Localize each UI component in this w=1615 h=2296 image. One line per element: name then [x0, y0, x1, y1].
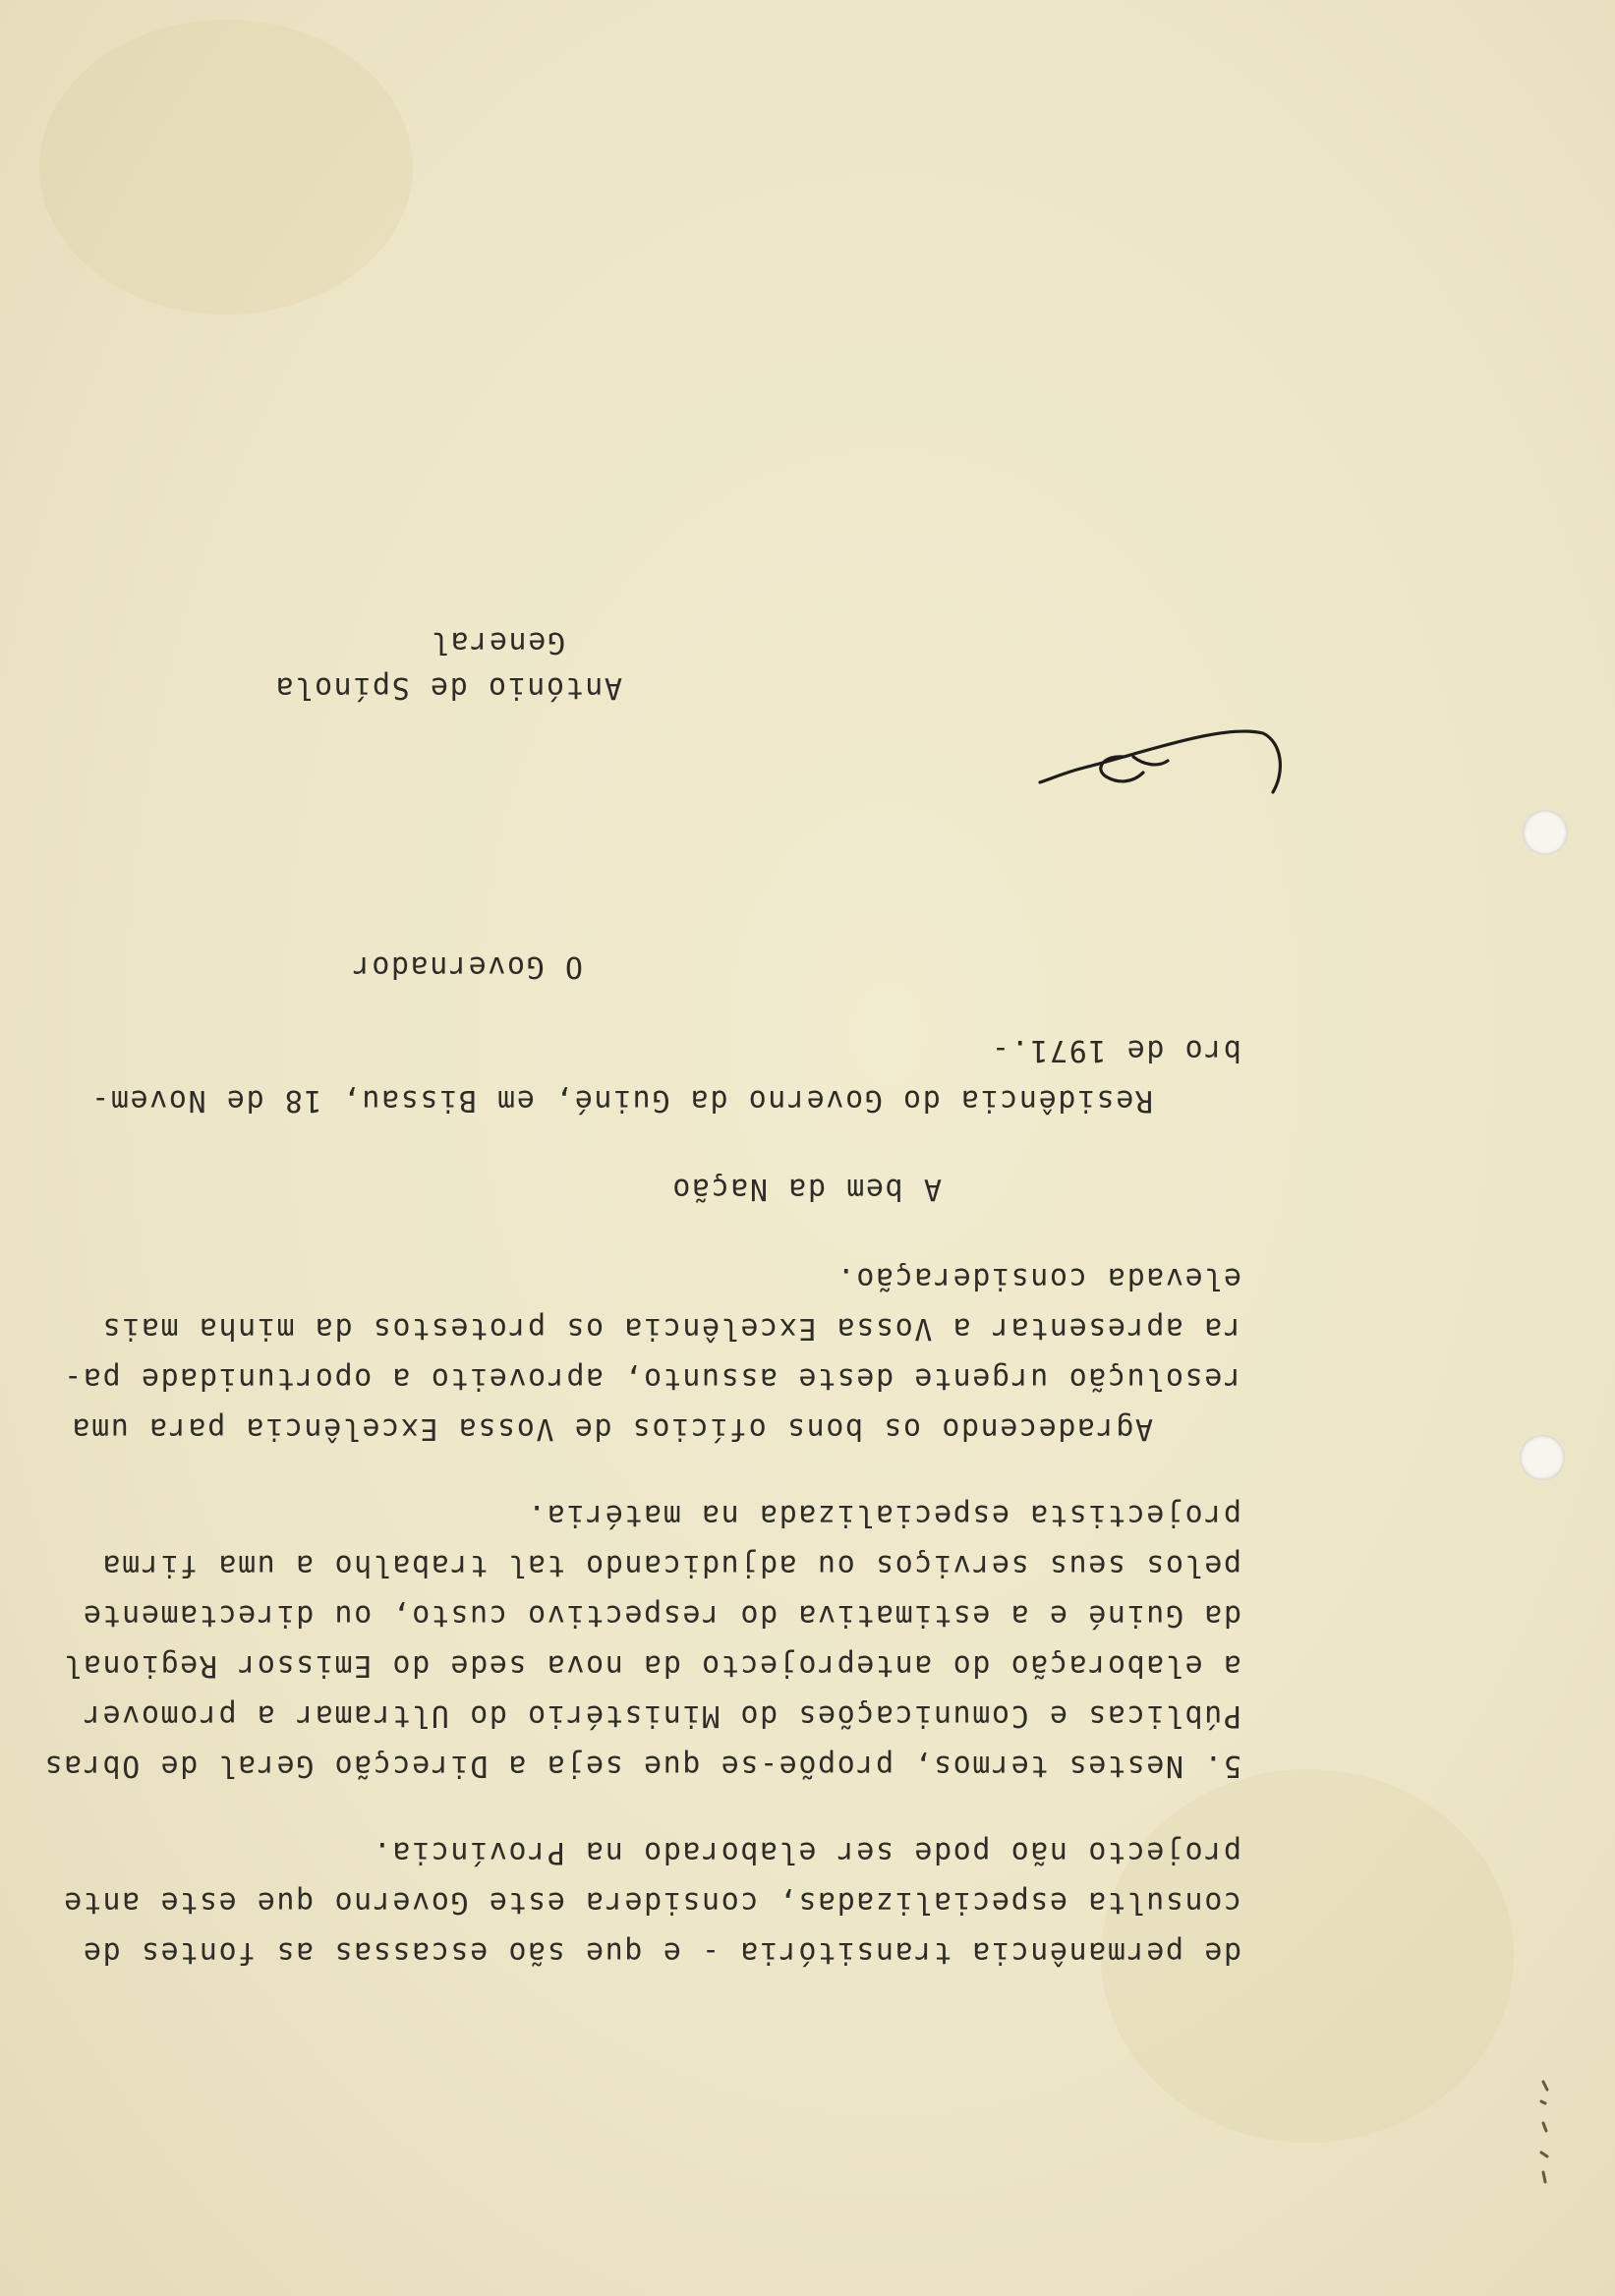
continuation-line-2: consulta especializadas, considera este Governo que este ante	[62, 1885, 1241, 1920]
handwritten-signature	[1025, 723, 1291, 822]
closing-line-4: elevada consideração.	[836, 1261, 1241, 1295]
closing-line-2: resolução urgente deste assunto, aproveito a oportunidade pa-	[62, 1361, 1241, 1396]
paragraph-5-line-5: pelos seus serviços ou adjudicando tal trabalho a uma firma	[100, 1548, 1241, 1582]
paragraph-5-line-6: projectista especializada na matéria.	[526, 1498, 1241, 1532]
signatory-rank: General	[430, 625, 565, 660]
continuation-line-1: de permanência transitória - e que são escassas as fontes de	[82, 1935, 1241, 1970]
paragraph-5-line-4: da Guiné e a estimativa do respectivo custo, ou directamente	[82, 1598, 1241, 1633]
place-date-line-2: bro de 1971.-	[990, 1033, 1241, 1067]
paragraph-5-line-2: Públicas e Comunicações do Ministério do Ultramar a promover	[82, 1698, 1241, 1733]
salutation: A bem da Nação	[670, 1172, 942, 1206]
paragraph-5-line-1: 5. Nestes termos, propõe-se que seja a Direcção Geral de Obras	[42, 1749, 1241, 1783]
signatory-name: António de Spínola	[274, 670, 622, 705]
closing-line-1: Agradecendo os bons ofícios de Vossa Excelência para uma	[70, 1411, 1153, 1446]
paragraph-5-line-3: a elaboração do anteprojecto da nova sede do Emissor Regional	[62, 1648, 1241, 1683]
continuation-line-3: projecto não pode ser elaborado na Província.	[372, 1835, 1241, 1869]
signatory-title: O Governador	[351, 949, 583, 984]
closing-line-3: ra apresentar a Vossa Excelência os protestos da minha mais	[100, 1311, 1241, 1346]
place-date-line-1: Residência do Governo da Guiné, em Bissau, 18 de Novem-	[89, 1083, 1153, 1118]
